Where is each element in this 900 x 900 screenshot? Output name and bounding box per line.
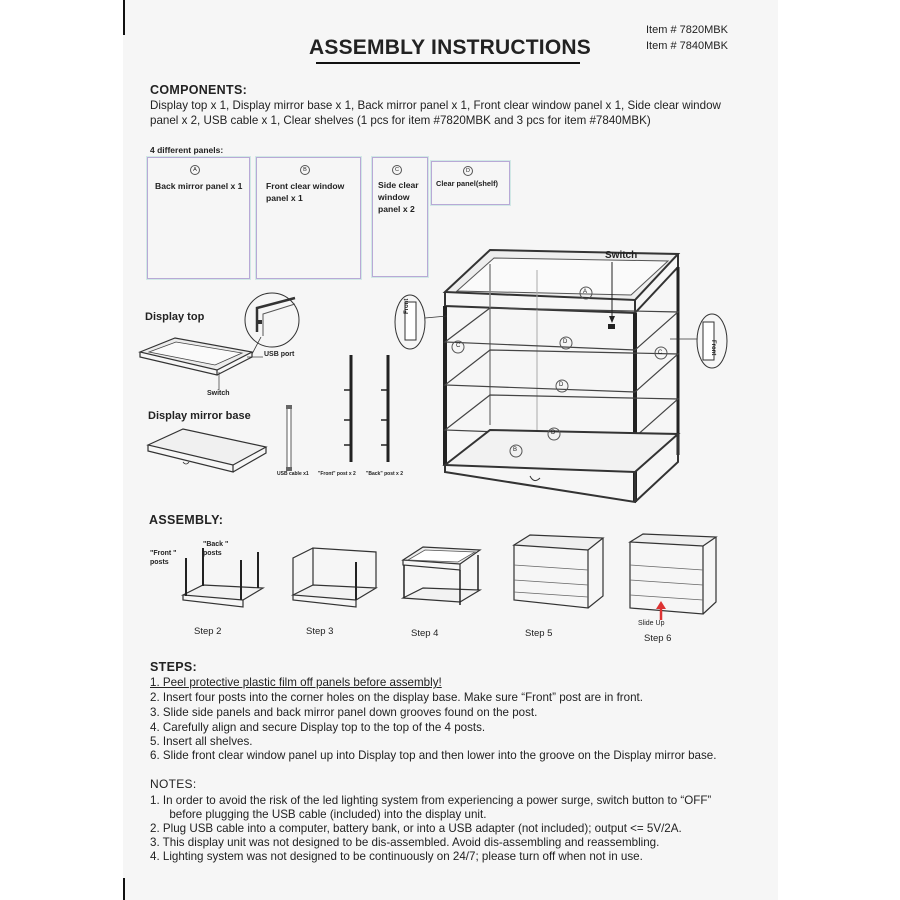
display-top-label: Display top (145, 311, 205, 323)
components-text-line2: panel x 2, USB cable x 1, Clear shelves (1 pcs for item #7820MBK and 3 pcs for item #7840MBK) (150, 114, 651, 127)
step-6-label: Step 6 (644, 633, 672, 644)
components-text-line1: Display top x 1, Display mirror base x 1, Back mirror panel x 1, Front clear window panel x 1, Side clear window (150, 99, 721, 112)
panels-heading: 4 different panels: (150, 145, 224, 155)
note-1: 1. In order to avoid the risk of the led lighting system from experiencing a power surge, switch button to “OFF” (150, 794, 712, 807)
page-title: ASSEMBLY INSTRUCTIONS (309, 36, 591, 59)
step-3-label: Step 3 (306, 626, 334, 637)
back-posts-label: "Back " posts (203, 541, 229, 557)
step-6: 6. Slide front clear window panel up into Display top and then lower into the groove on the Display mirror base. (150, 749, 717, 762)
assembly-steps-illustration (178, 530, 728, 625)
step-4-label: Step 4 (411, 628, 439, 639)
cabinet-letter-b: B (513, 447, 518, 453)
step-1: 1. Peel protective plastic film off panels before assembly! (150, 676, 442, 689)
step-4: 4. Carefully align and secure Display top to the top of the 4 posts. (150, 721, 486, 734)
front-tag-right: Front (710, 340, 716, 356)
panel-b-box (256, 157, 361, 279)
cabinet-switch-label: Switch (605, 250, 638, 261)
panel-c-label: Side clear window panel x 2 (378, 180, 419, 214)
title-underline (316, 62, 580, 64)
cabinet-letter-d-top: D (563, 339, 568, 345)
front-posts-label: "Front " posts (150, 550, 177, 566)
cabinet-letter-c-left: C (456, 343, 461, 349)
note-4: 4. Lighting system was not designed to be continuously on 24/7; please turn off when not in use. (150, 850, 643, 863)
panel-a-label: Back mirror panel x 1 (155, 181, 243, 191)
cabinet-illustration (390, 240, 735, 510)
notes-heading: NOTES: (150, 777, 197, 791)
step-5: 5. Insert all shelves. (150, 735, 253, 748)
cabinet-letter-c-right: C (658, 350, 663, 356)
slide-up-label: Slide Up (638, 620, 665, 627)
components-heading: COMPONENTS: (150, 83, 248, 97)
usb-port-label: USB port (264, 351, 295, 358)
step-2-label: Step 2 (194, 626, 222, 637)
front-post-label: "Front" post x 2 (318, 471, 356, 477)
usb-cable-label: USB cable x1 (277, 471, 309, 477)
panel-d-letter: D (463, 166, 473, 176)
assembly-heading: ASSEMBLY: (149, 513, 224, 527)
step-2: 2. Insert four posts into the corner holes on the display base. Make sure “Front” post are in front. (150, 691, 643, 704)
page-edge (123, 0, 125, 35)
note-1-continued: before plugging the USB cable (included) into the display unit. (150, 808, 487, 821)
steps-heading: STEPS: (150, 660, 197, 674)
panel-b-letter: B (300, 165, 310, 175)
note-2: 2. Plug USB cable into a computer, battery bank, or into a USB adapter (not included); output <= 5V/2A. (150, 822, 682, 835)
cabinet-letter-d-low: D (551, 430, 556, 436)
front-tag-left: Front (404, 298, 410, 314)
back-post-label: "Back" post x 2 (366, 471, 403, 477)
item-number-2: Item # 7840MBK (646, 40, 728, 52)
cabinet-letter-a: A (583, 289, 588, 295)
panel-a-box (147, 157, 250, 279)
switch-label: Switch (207, 390, 230, 397)
step-5-label: Step 5 (525, 628, 553, 639)
panel-c-letter: C (392, 165, 402, 175)
panel-b-label: Front clear window panel x 1 (266, 181, 345, 203)
panel-d-label: Clear panel(shelf) (436, 179, 499, 188)
page-edge (123, 878, 125, 900)
item-number-1: Item # 7820MBK (646, 24, 728, 36)
display-mirror-base-label: Display mirror base (148, 410, 251, 422)
panel-a-letter: A (190, 165, 200, 175)
step-3: 3. Slide side panels and back mirror panel down grooves found on the post. (150, 706, 538, 719)
note-3: 3. This display unit was not designed to be dis-assembled. Avoid dis-assembling and reassembling. (150, 836, 660, 849)
display-mirror-base-illustration (143, 425, 273, 480)
cabinet-letter-d-mid: D (559, 382, 564, 388)
